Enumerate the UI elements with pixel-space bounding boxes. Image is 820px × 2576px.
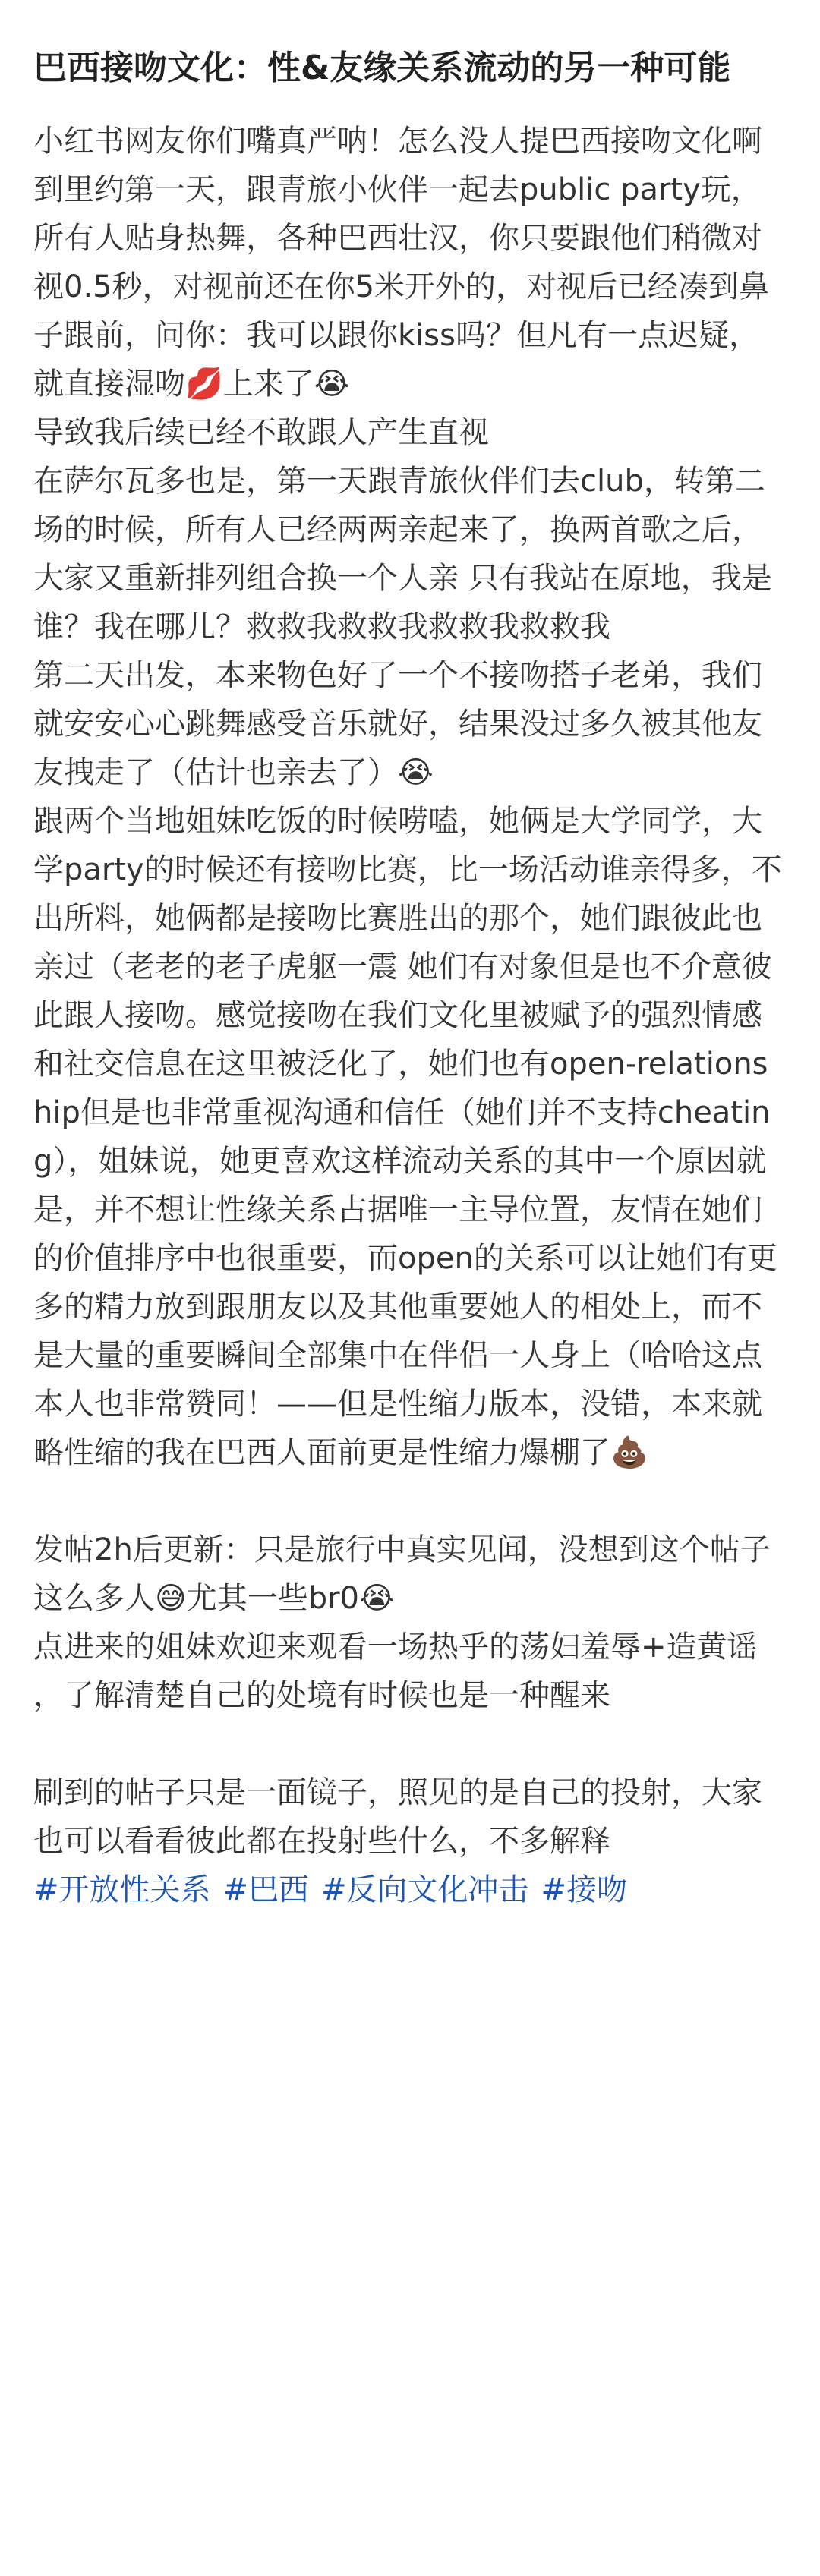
hashtag-link[interactable]: #巴西 bbox=[222, 1872, 310, 1907]
post-paragraph: 在萨尔瓦多也是，第一天跟青旅伙伴们去club，转第二场的时候，所有人已经两两亲起来了，换两首歌之后，大家又重新排列组合换一个人亲 只有我站在原地，我是谁？我在哪儿？救救我救救我救救我救救我 bbox=[33, 464, 772, 644]
closing-paragraph: 刷到的帖子只是一面镜子，照见的是自己的投射，大家也可以看看彼此都在投射些什么，不多解释 bbox=[33, 1775, 762, 1859]
post-paragraph: 跟两个当地姐妹吃饭的时候唠嗑，她俩是大学同学，大学party的时候还有接吻比赛，比一场活动谁亲得多，不出所料，她俩都是接吻比赛胜出的那个，她们跟彼此也亲过（老老的老子虎躯一震 她们有对象但是也不介意彼此跟人接吻。感觉接吻在我们文化里被赋予的强烈情感和社交信息在这里被泛化了，她们也有open-relationship但是也非常重视沟通和信任（她们并不支持cheating），姐妹说，她更喜欢这样流动关系的其中一个原因就是，并不想让性缘关系占据唯一主导位置，友情在她们的价值排序中也很重要，而open的关系可以让她们有更多的精力放到跟朋友以及其他重要她人的相处上，而不是大量的重要瞬间全部集中在伴侣一人身上（哈哈这点本人也非常赞同！——但是性缩力版本，没错，本来就略性缩的我在巴西人面前更是性缩力爆棚了💩 bbox=[33, 804, 782, 1470]
update-paragraph: 点进来的姐妹欢迎来观看一场热乎的荡妇羞辱+造黄谣，了解清楚自己的处境有时候也是一种醒来 bbox=[33, 1630, 758, 1713]
post-title: 巴西接吻文化：性&友缘关系流动的另一种可能 bbox=[33, 49, 731, 87]
hashtag-link[interactable]: #开放性关系 bbox=[33, 1872, 211, 1907]
hashtag-link[interactable]: #接吻 bbox=[541, 1872, 628, 1907]
post-paragraph: 小红书网友你们嘴真严呐！怎么没人提巴西接吻文化啊 bbox=[33, 124, 762, 159]
paragraph-gap bbox=[33, 1477, 787, 1526]
post-body bbox=[33, 117, 787, 1866]
post-paragraph: 到里约第一天，跟青旅小伙伴一起去public party玩，所有人贴身热舞，各种巴西壮汉，你只要跟他们稍微对视0.5秒，对视前还在你5米开外的，对视后已经凑到鼻子跟前，问你：我可以跟你kiss吗？但凡有一点迟疑，就直接湿吻💋上来了😭 bbox=[33, 172, 770, 402]
post-paragraph: 导致我后续已经不敢跟人产生直视 bbox=[33, 415, 489, 450]
hashtag-list bbox=[33, 1866, 787, 1914]
hashtag-link[interactable]: #反向文化冲击 bbox=[321, 1872, 529, 1907]
post-paragraph: 第二天出发，本来物色好了一个不接吻搭子老弟，我们就安安心心跳舞感受音乐就好，结果没过多久被其他友友拽走了（估计也亲去了）😭 bbox=[33, 658, 762, 790]
update-paragraph: 发帖2h后更新：只是旅行中真实见闻，没想到这个帖子这么多人😅尤其一些br0😭 bbox=[33, 1532, 771, 1616]
paragraph-gap bbox=[33, 1720, 787, 1768]
